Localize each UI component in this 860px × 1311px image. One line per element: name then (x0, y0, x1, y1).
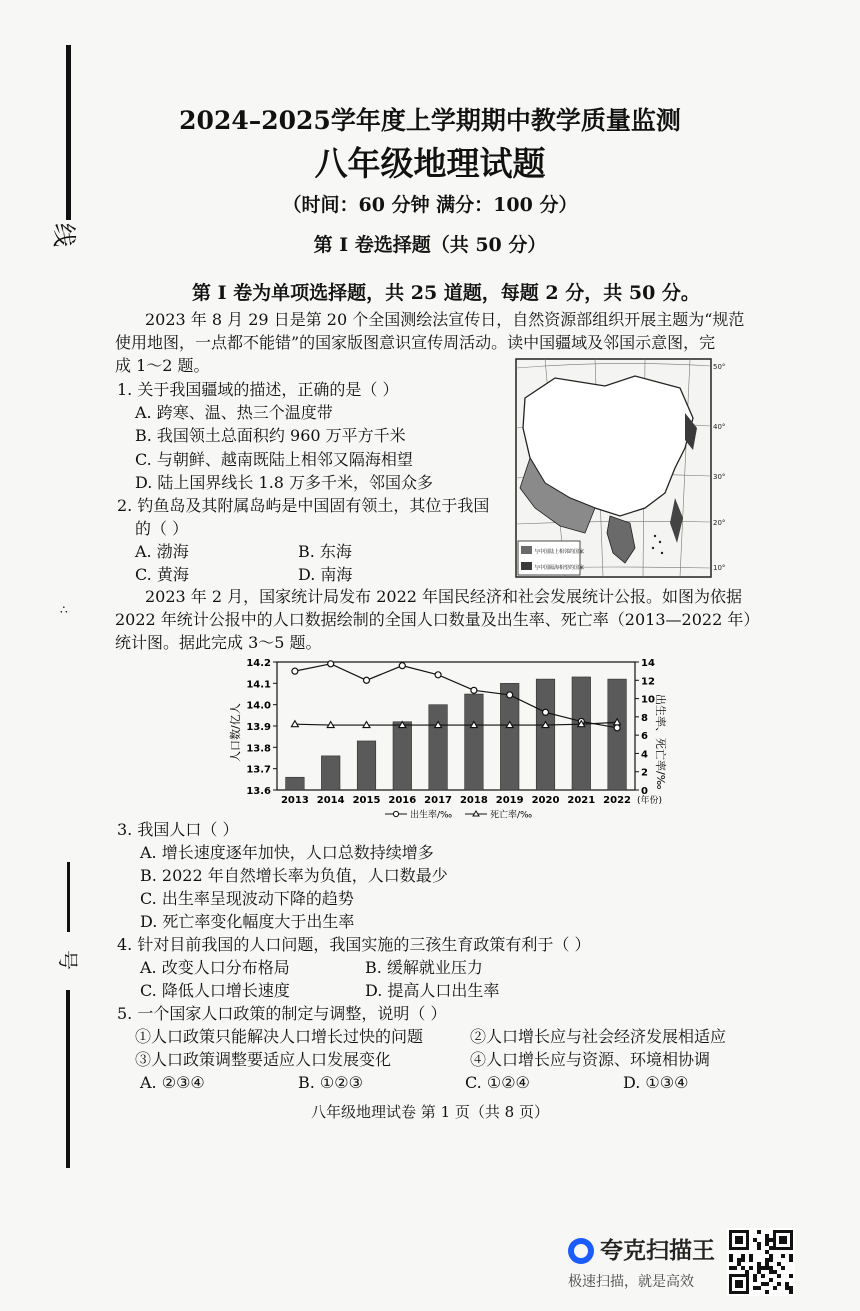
page-title: 八年级地理试题 (314, 144, 546, 183)
y2-tick-label-2: 4 (641, 749, 648, 761)
lat-label-50: 50° (713, 363, 725, 371)
q4-option-d: D. 提高人口出生率 (365, 981, 500, 1000)
q3-option-b: B. 2022 年自然增长率为负值，人口数最少 (140, 866, 448, 885)
q4-option-b: B. 缓解就业压力 (365, 958, 483, 977)
q5-statement-3: ③人口政策调整要适应人口发展变化 (135, 1050, 392, 1069)
series-0-point-2013 (292, 668, 298, 674)
q2-stem-line2: 的（ ） (135, 519, 189, 538)
q4-stem: 4. 针对目前我国的人口问题，我国实施的三孩生育政策有利于（ ） (117, 935, 591, 954)
population-bar-2018 (465, 694, 484, 790)
lat-label-40: 40° (713, 423, 725, 431)
exam-series-title: 2024–2025学年度上学期期中教学质量监测 (179, 106, 681, 135)
exam-meta: （时间：60 分钟 满分：100 分） (282, 194, 578, 216)
lat-label-30: 30° (713, 473, 725, 481)
q5-statement-1: ①人口政策只能解决人口增长过快的问题 (135, 1027, 424, 1046)
lat-label-20: 20° (713, 519, 725, 527)
series-0-point-2019 (507, 692, 513, 698)
x-tick-label-2014: 2014 (316, 795, 345, 806)
scanner-slogan: 极速扫描，就是高效 (568, 1274, 694, 1290)
y-tick-label-6: 14.2 (246, 658, 271, 669)
qr-code-icon (727, 1228, 795, 1296)
legend-label-0: 出生率/‰ (410, 810, 453, 820)
x-tick-label-2019: 2019 (495, 795, 524, 806)
series-0-point-2017 (435, 672, 441, 678)
binding-line-mid (67, 862, 70, 932)
series-line-0 (295, 664, 617, 728)
margin-mark-dots: ∴ (60, 603, 68, 617)
x-tick-label-2018: 2018 (459, 795, 488, 806)
x-tick-label-2016: 2016 (388, 795, 417, 806)
population-bar-2014 (321, 756, 340, 790)
population-chart (225, 652, 675, 820)
y-axis-label: 人口数/亿人 (229, 703, 242, 762)
population-bar-2015 (357, 741, 376, 790)
intro2-line2: 2022 年统计公报中的人口数据绘制的全国人口数量及出生率、死亡率（2013—2022 年） (115, 610, 760, 629)
legend-marker-0 (393, 811, 398, 816)
population-bar-2019 (500, 683, 519, 790)
intro2-line3: 统计图。据此完成 3～5 题。 (115, 633, 322, 652)
q2-option-c: C. 黄海 (135, 565, 189, 584)
y-tick-label-0: 13.6 (246, 786, 271, 797)
section-instruction: 第 I 卷为单项选择题，共 25 道题，每题 2 分，共 50 分。 (192, 282, 700, 304)
q5-option-b: B. ①②③ (298, 1073, 363, 1092)
x-tick-label-2017: 2017 (424, 795, 453, 806)
q2-option-d: D. 南海 (298, 565, 353, 584)
population-bar-2022 (608, 679, 627, 790)
q5-statement-4: ④人口增长应与资源、环境相协调 (470, 1050, 711, 1069)
population-bar-2013 (286, 777, 305, 790)
q1-stem: 1. 关于我国疆域的描述，正确的是（ ） (117, 380, 399, 399)
series-0-point-2014 (328, 661, 334, 667)
intro1-line1: 2023 年 8 月 29 日是第 20 个全国测绘法宣传日，自然资源部组织开展主题为“规范 (145, 310, 745, 329)
q3-option-a: A. 增长速度逐年加快，人口总数持续增多 (140, 843, 434, 862)
q1-option-d: D. 陆上国界线长 1.8 万多千米，邻国众多 (135, 473, 434, 492)
intro2-line1: 2023 年 2 月，国家统计局发布 2022 年国民经济和社会发展统计公报。如图为依据 (145, 587, 743, 606)
population-bar-2020 (536, 679, 555, 790)
binding-line-bottom (66, 990, 70, 1168)
legend-swatch-land (521, 546, 532, 554)
y-tick-label-5: 14.1 (246, 679, 271, 691)
legend-sea-label: 与中国隔海相望的国家 (534, 565, 585, 571)
intro1-line2: 使用地图，一点都不能错”的国家版图意识宣传周活动。读中国疆域及邻国示意图，完 (115, 333, 716, 352)
y-tick-label-2: 13.8 (246, 743, 271, 755)
q1-option-a: A. 跨寒、温、热三个温度带 (135, 403, 333, 422)
y2-tick-label-5: 10 (641, 694, 655, 706)
scanner-logo-icon (568, 1238, 594, 1264)
y2-tick-label-3: 6 (641, 731, 648, 743)
q5-statement-2: ②人口增长应与社会经济发展相适应 (470, 1027, 727, 1046)
y2-tick-label-6: 12 (641, 676, 655, 688)
section-title: 第 I 卷选择题（共 50 分） (313, 234, 547, 256)
series-0-point-2020 (543, 709, 549, 715)
x-tick-label-2022: 2022 (603, 795, 632, 806)
legend-land-label: 与中国陆上相邻的国家 (534, 549, 585, 555)
population-bar-2021 (572, 677, 591, 790)
q5-option-d: D. ①③④ (623, 1073, 689, 1092)
x-unit-label: (年份) (637, 796, 663, 806)
x-tick-label-2020: 2020 (531, 795, 560, 806)
q5-option-a: A. ②③④ (140, 1073, 205, 1092)
q1-option-c: C. 与朝鲜、越南既陆上相邻又隔海相望 (135, 450, 413, 469)
y-tick-label-1: 13.7 (246, 764, 271, 776)
q2-option-b: B. 东海 (298, 542, 352, 561)
lat-label-10: 10° (713, 564, 725, 572)
page-footer: 八年级地理试卷 第 1 页（共 8 页） (311, 1103, 549, 1121)
q5-option-c: C. ①②④ (465, 1073, 530, 1092)
scanner-brand-name: 夸克扫描王 (600, 1238, 715, 1264)
legend-swatch-sea (521, 562, 532, 570)
y2-tick-label-1: 2 (641, 767, 648, 779)
china-territory-map (515, 358, 725, 580)
y-tick-label-3: 13.9 (246, 722, 271, 733)
x-tick-label-2021: 2021 (567, 795, 596, 806)
q3-option-c: C. 出生率呈现波动下降的趋势 (140, 889, 354, 908)
margin-mark-hao: 号 (56, 950, 80, 970)
q3-option-d: D. 死亡率变化幅度大于出生率 (140, 912, 355, 931)
series-0-point-2015 (364, 677, 370, 683)
y2-tick-label-7: 14 (641, 658, 655, 669)
q5-stem: 5. 一个国家人口政策的制定与调整，说明（ ） (117, 1004, 447, 1023)
q2-option-a: A. 渤海 (135, 542, 189, 561)
intro1-line3: 成 1～2 题。 (115, 356, 210, 375)
x-tick-label-2015: 2015 (352, 795, 381, 806)
q4-option-a: A. 改变人口分布格局 (140, 958, 290, 977)
q3-stem: 3. 我国人口（ ） (117, 820, 239, 839)
legend-label-1: 死亡率/‰ (490, 810, 533, 820)
y2-tick-label-4: 8 (641, 712, 648, 724)
q2-stem-line1: 2. 钓鱼岛及其附属岛屿是中国固有领土，其位于我国 (117, 496, 490, 515)
q4-option-c: C. 降低人口增长速度 (140, 981, 290, 1000)
margin-mark-xian: 线 (50, 223, 78, 247)
y2-axis-label: 出生率、死亡率/‰ (654, 694, 667, 790)
series-line-1 (295, 722, 617, 725)
population-bar-2017 (429, 705, 448, 790)
series-0-point-2016 (399, 663, 405, 669)
y-tick-label-4: 14.0 (246, 700, 271, 712)
q1-option-b: B. 我国领土总面积约 960 万平方千米 (135, 426, 406, 445)
series-0-point-2022 (614, 725, 620, 731)
y2-tick-label-0: 0 (641, 786, 648, 797)
x-tick-label-2013: 2013 (280, 795, 309, 806)
series-0-point-2018 (471, 687, 477, 693)
population-bar-2016 (393, 722, 412, 790)
